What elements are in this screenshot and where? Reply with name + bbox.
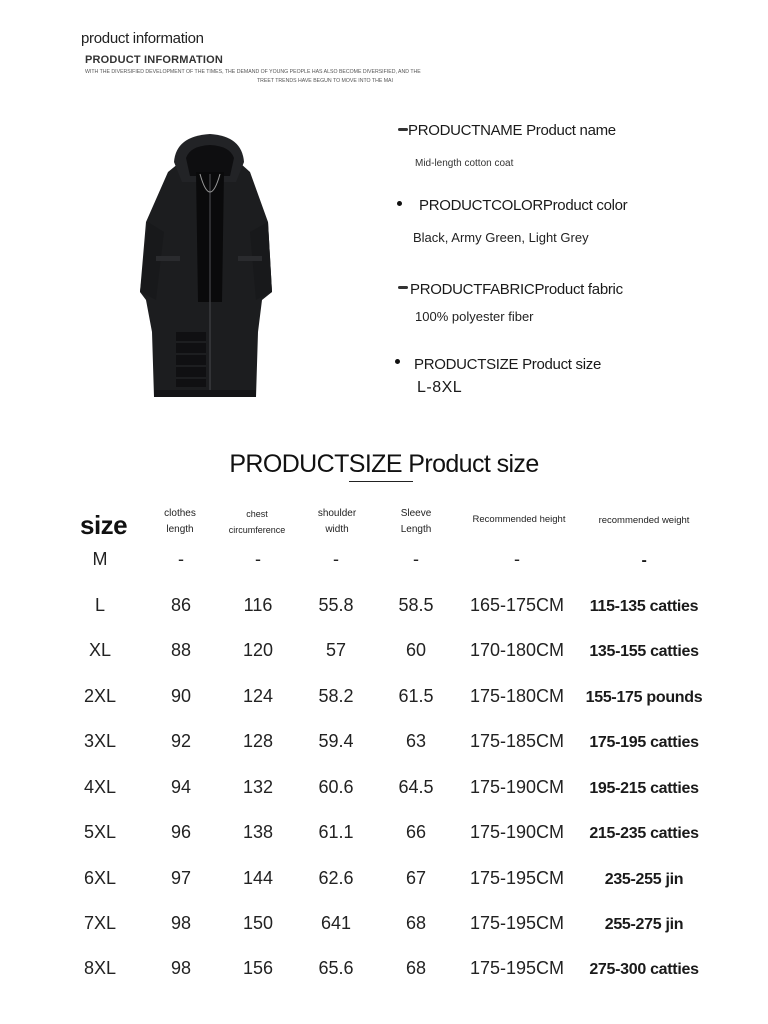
cell-chest: 120	[242, 640, 274, 660]
cell-height: -	[514, 549, 520, 569]
cell-length: 98	[170, 958, 192, 978]
cell-sleeve: -	[413, 549, 419, 569]
column-header-clothes-length: clothes length	[164, 508, 196, 535]
cell-length: -	[178, 549, 184, 569]
product-color-value: Black, Army Green, Light Grey	[413, 230, 589, 245]
cell-height: 175-195CM	[469, 958, 565, 978]
cell-shoulder: 62.6	[318, 868, 354, 888]
cell-length: 97	[170, 868, 192, 888]
product-color-label: PRODUCTCOLORProduct color	[419, 197, 628, 214]
bullet-dot	[397, 201, 402, 206]
title-underline	[349, 481, 413, 482]
coat-illustration	[138, 132, 278, 402]
product-fabric-label: PRODUCTFABRICProduct fabric	[410, 281, 623, 298]
cell-sleeve: 68	[405, 913, 427, 933]
bullet-dash	[398, 286, 408, 289]
cell-weight: 215-235 catties	[589, 825, 699, 842]
cell-shoulder: 60.6	[318, 777, 354, 797]
cell-weight: 255-275 jin	[604, 916, 684, 933]
header-title-en: PRODUCT INFORMATION	[85, 54, 224, 66]
cell-chest: 150	[242, 913, 274, 933]
cell-length: 94	[170, 777, 192, 797]
cell-height: 175-190CM	[469, 822, 565, 842]
cell-length: 92	[170, 731, 192, 751]
cell-size: M	[92, 549, 108, 569]
cell-size: 3XL	[83, 731, 117, 751]
product-image	[138, 132, 278, 407]
cell-size: 5XL	[83, 822, 117, 842]
cell-size: L	[94, 595, 105, 615]
cell-size: 6XL	[83, 868, 117, 888]
bullet-dot	[395, 359, 400, 364]
cell-chest: 116	[243, 595, 273, 615]
cell-shoulder: -	[333, 549, 339, 569]
cell-size: 8XL	[83, 958, 117, 978]
cell-chest: 138	[242, 822, 274, 842]
header-title-cn: product information	[81, 30, 204, 47]
product-name-value: Mid-length cotton coat	[415, 158, 514, 169]
column-header-shoulder-width: shoulder width	[317, 508, 357, 535]
cell-length: 96	[170, 822, 192, 842]
cell-chest: 156	[242, 958, 274, 978]
product-fabric-value: 100% polyester fiber	[415, 309, 534, 324]
cell-weight: 175-195 catties	[589, 734, 699, 751]
size-column-header: size	[80, 510, 128, 540]
cell-weight: -	[641, 552, 647, 569]
cell-chest: 144	[242, 868, 274, 888]
bullet-dash	[398, 128, 408, 131]
cell-weight: 155-175 pounds	[585, 689, 703, 706]
cell-height: 175-180CM	[469, 686, 565, 706]
cell-size: XL	[88, 640, 112, 660]
cell-shoulder: 55.8	[318, 595, 354, 615]
cell-size: 2XL	[83, 686, 117, 706]
cell-sleeve: 60	[405, 640, 427, 660]
cell-weight: 275-300 catties	[589, 961, 699, 978]
cell-sleeve: 64.5	[398, 777, 434, 797]
cell-length: 86	[170, 595, 192, 615]
cell-shoulder: 57	[325, 640, 347, 660]
column-header-recommended-weight: recommended weight	[598, 515, 690, 526]
cell-chest: 124	[242, 686, 274, 706]
cell-sleeve: 66	[405, 822, 427, 842]
cell-sleeve: 67	[405, 868, 427, 888]
cell-chest: 132	[242, 777, 274, 797]
cell-shoulder: 59.4	[318, 731, 354, 751]
cell-size: 7XL	[83, 913, 117, 933]
cell-length: 88	[170, 640, 192, 660]
cell-weight: 195-215 catties	[589, 780, 699, 797]
cell-shoulder: 641	[320, 913, 352, 933]
cell-shoulder: 61.1	[318, 822, 354, 842]
product-size-label: PRODUCTSIZE Product size	[414, 356, 602, 373]
cell-chest: -	[255, 549, 261, 569]
cell-sleeve: 68	[405, 958, 427, 978]
cell-sleeve: 63	[405, 731, 427, 751]
cell-height: 175-195CM	[469, 913, 565, 933]
cell-height: 175-195CM	[469, 868, 565, 888]
cell-length: 90	[170, 686, 192, 706]
cell-height: 175-185CM	[469, 731, 565, 751]
product-size-value: L-8XL	[417, 379, 463, 396]
cell-sleeve: 61.5	[398, 686, 434, 706]
size-section-title: PRODUCTSIZE Product size	[229, 450, 539, 478]
cell-height: 165-175CM	[469, 595, 565, 615]
cell-shoulder: 65.6	[318, 958, 354, 978]
column-header-chest-circumference: chest circumference	[228, 509, 286, 535]
column-header-recommended-height: Recommended height	[472, 514, 566, 525]
cell-weight: 135-155 catties	[589, 643, 699, 660]
column-header-sleeve-length: Sleeve Length	[400, 508, 432, 535]
cell-chest: 128	[242, 731, 274, 751]
cell-weight: 115-135 catties	[589, 598, 699, 615]
header-subtitle-line1: WITH THE DIVERSIFIED DEVELOPMENT OF THE TIMES, THE DEMAND OF YOUNG PEOPLE HAS ALSO BECOME DIVERSIFIED, AND THE	[85, 69, 421, 75]
cell-sleeve: 58.5	[398, 595, 434, 615]
cell-weight: 235-255 jin	[604, 871, 684, 888]
cell-height: 170-180CM	[469, 640, 565, 660]
cell-length: 98	[170, 913, 192, 933]
cell-size: 4XL	[83, 777, 117, 797]
header-subtitle-line2: TREET TRENDS HAVE BEGUN TO MOVE INTO THE MAI	[257, 78, 393, 84]
product-name-label: PRODUCTNAME Product name	[408, 122, 616, 139]
cell-shoulder: 58.2	[318, 686, 354, 706]
cell-height: 175-190CM	[469, 777, 565, 797]
